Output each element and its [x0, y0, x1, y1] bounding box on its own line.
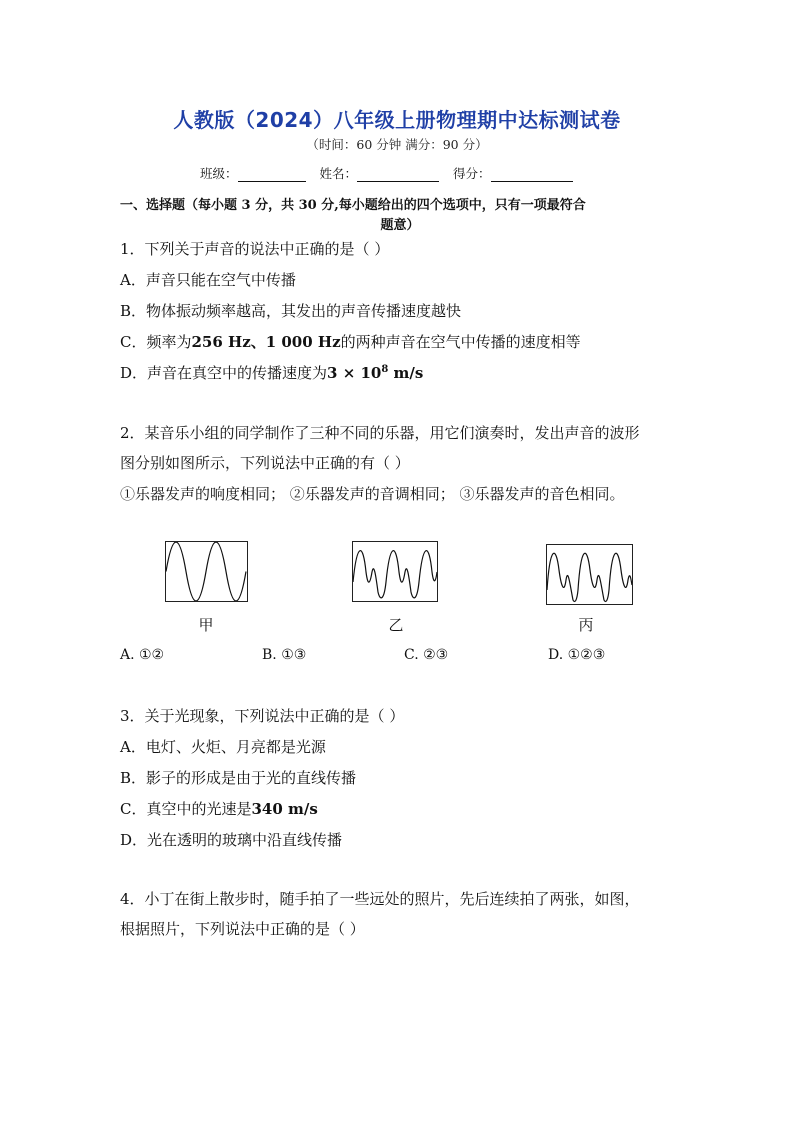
q2-option-c: C. ②③ [404, 647, 449, 663]
q2-option-d: D. ①②③ [548, 647, 606, 663]
name-blank[interactable] [357, 167, 439, 182]
waveform-yi-graph [353, 542, 437, 601]
q2-statements: ①乐器发声的响度相同； ②乐器发声的音调相同； ③乐器发声的音色相同。 [120, 485, 625, 503]
q1-option-c-math: 256 Hz、1 000 Hz [191, 333, 341, 351]
waveform-yi-curve [353, 551, 437, 598]
q1-stem: 1．下列关于声音的说法中正确的是（ ） [120, 240, 390, 258]
q2-option-a: A. ①② [120, 647, 165, 663]
q3-option-c-math: 340 m/s [251, 800, 318, 818]
section-heading-line1: 一、选择题（每小题 3 分，共 30 分,每小题给出的四个选项中，只有一项最符合 [120, 198, 586, 213]
exam-subtitle: （时间：60 分钟 满分：90 分） [306, 137, 488, 152]
q3-option-b: B．影子的形成是由于光的直线传播 [120, 769, 357, 787]
class-label: 班级： [200, 166, 238, 181]
waveform-bing [546, 544, 633, 605]
exam-title: 人教版（2024）八年级上册物理期中达标测试卷 [173, 108, 621, 132]
q4-stem-line2: 根据照片，下列说法中正确的是（ ） [120, 920, 365, 938]
waveform-jia-curve [166, 542, 246, 601]
q1-option-d-pre: D．声音在真空中的传播速度为 [120, 364, 328, 382]
q3-option-c-pre: C．真空中的光速是 [120, 800, 252, 818]
wave-label-bing: 丙 [578, 616, 594, 634]
q1-option-c [120, 331, 581, 352]
q3-option-a: A．电灯、火炬、月亮都是光源 [120, 738, 326, 756]
student-info-row [200, 164, 573, 182]
q3-option-c [120, 798, 318, 819]
waveform-bing-graph [547, 545, 632, 604]
name-label: 姓名： [319, 166, 358, 181]
section-heading [120, 196, 680, 236]
wave-label-jia: 甲 [198, 616, 214, 634]
class-blank[interactable] [238, 167, 306, 182]
q3-option-d: D．光在透明的玻璃中沿直线传播 [120, 831, 343, 849]
waveform-jia-graph [166, 542, 247, 601]
q1-option-c-post: 的两种声音在空气中传播的速度相等 [340, 333, 581, 351]
q1-d-exp: 8 [381, 364, 389, 375]
q2-option-b: B. ①③ [262, 647, 307, 663]
q4-stem-line1: 4．小丁在街上散步时，随手拍了一些远处的照片，先后连续拍了两张，如图， [120, 890, 640, 908]
wave-label-yi: 乙 [388, 616, 404, 634]
waveform-bing-curve [547, 553, 632, 601]
score-label: 得分： [453, 166, 491, 181]
section-heading-line2: 题意） [380, 218, 420, 233]
waveform-jia [165, 541, 248, 602]
q1-option-a: A．声音只能在空气中传播 [120, 271, 296, 289]
q1-option-c-pre: C．频率为 [120, 333, 192, 351]
score-blank[interactable] [491, 167, 573, 182]
q1-option-d [120, 362, 423, 383]
waveform-yi [352, 541, 438, 602]
q1-d-base: 3 × 10 [327, 364, 382, 382]
q2-stem-line2: 图分别如图所示，下列说法中正确的有（ ） [120, 454, 410, 472]
q2-stem-line1: 2．某音乐小组的同学制作了三种不同的乐器，用它们演奏时，发出声音的波形 [120, 424, 640, 442]
q1-option-d-math [327, 364, 423, 382]
q3-stem: 3．关于光现象，下列说法中正确的是（ ） [120, 707, 405, 725]
q1-d-unit: m/s [388, 364, 424, 382]
q1-option-b: B．物体振动频率越高，其发出的声音传播速度越快 [120, 302, 462, 320]
